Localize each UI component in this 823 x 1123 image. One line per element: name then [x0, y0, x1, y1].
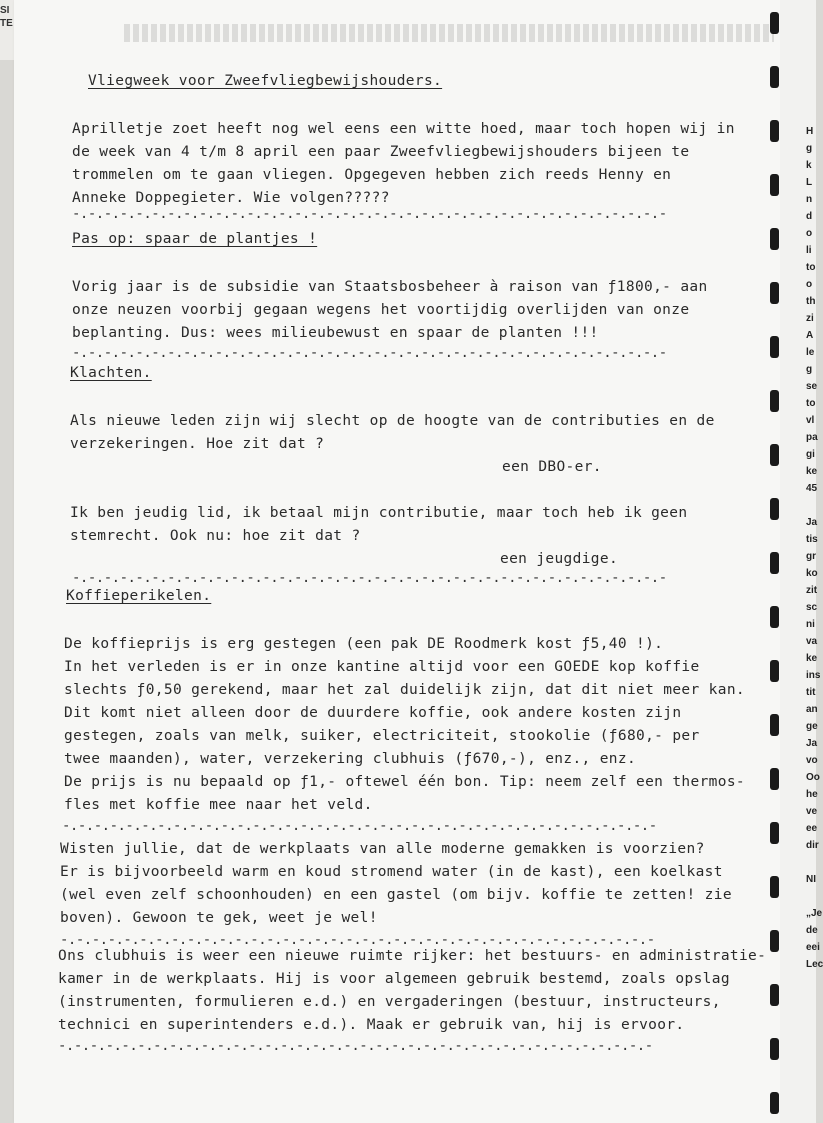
dash-dot-separator: -.-.-.-.-.-.-.-.-.-.-.-.-.-.-.-.-.-.-.-.-.-.-.-.-.-.-.-.-.-.-.-.-.-.-.-.-.-	[72, 206, 667, 222]
binding-ring	[770, 66, 779, 88]
paragraph-line: Ons clubhuis is weer een nieuwe ruimte rijker: het bestuurs- en administratie-	[58, 948, 767, 964]
adjacent-page-fragment: Ja	[806, 738, 818, 749]
binding-ring	[770, 606, 779, 628]
adjacent-page-fragment: th	[806, 296, 816, 307]
adjacent-page-fragment: ni	[806, 619, 815, 630]
binding-ring	[770, 390, 779, 412]
paragraph-line: beplanting. Dus: wees milieubewust en spaar de planten !!!	[72, 325, 599, 341]
paragraph-line: onze neuzen voorbij gegaan wegens het voortijdig overlijden van onze	[72, 302, 690, 318]
adjacent-page-fragment: o	[806, 228, 813, 239]
paragraph-line: slechts ƒ0,50 gerekend, maar het zal duidelijk zijn, dat dit niet meer kan.	[64, 682, 745, 698]
binding-ring	[770, 876, 779, 898]
adjacent-page-fragment: eei	[806, 942, 820, 953]
paragraph-line: twee maanden), water, verzekering clubhuis (ƒ670,-), enz., enz.	[64, 751, 637, 767]
adjacent-page-fragment: zit	[806, 585, 818, 596]
signature: een DBO-er.	[502, 459, 602, 475]
binding-ring	[770, 282, 779, 304]
paragraph-line: verzekeringen. Hoe zit dat ?	[70, 436, 325, 452]
adjacent-page-fragment: d	[806, 211, 813, 222]
adjacent-page-fragment: ge	[806, 721, 818, 732]
paragraph-line: Ik ben jeudig lid, ik betaal mijn contributie, maar toch heb ik geen	[70, 505, 688, 521]
binding-ring	[770, 1038, 779, 1060]
binding-ring	[770, 714, 779, 736]
adjacent-page-fragment: va	[806, 636, 818, 647]
heading-vliegweek: Vliegweek voor Zweefvliegbewijshouders.	[88, 73, 443, 89]
heading-klachten: Klachten.	[70, 365, 152, 381]
adjacent-page-fragment: g	[806, 364, 813, 375]
paragraph-line: kamer in de werkplaats. Hij is voor algemeen gebruik bestemd, zoals opslag	[58, 971, 730, 987]
show-through-text	[124, 24, 774, 42]
heading-plantjes: Pas op: spaar de plantjes !	[72, 231, 318, 247]
adjacent-page-fragment: g	[806, 143, 813, 154]
dash-dot-separator: -.-.-.-.-.-.-.-.-.-.-.-.-.-.-.-.-.-.-.-.-.-.-.-.-.-.-.-.-.-.-.-.-.-.-.-.-.-	[62, 818, 657, 834]
adjacent-page-fragment: tit	[806, 687, 816, 698]
adjacent-page-fragment: vo	[806, 755, 818, 766]
adjacent-page-fragment: ee	[806, 823, 818, 834]
adjacent-page-fragment: to	[806, 398, 816, 409]
binding-ring	[770, 444, 779, 466]
adjacent-page-fragment: ko	[806, 568, 818, 579]
adjacent-page-fragment: „Je	[806, 908, 823, 919]
binding-ring	[770, 174, 779, 196]
paragraph-line: de week van 4 t/m 8 april een paar Zweefvliegbewijshouders bijeen te	[72, 144, 690, 160]
adjacent-page-fragment: Oo	[806, 772, 820, 783]
heading-koffieperikelen: Koffieperikelen.	[66, 588, 212, 604]
adjacent-page-fragment: 45	[806, 483, 818, 494]
adjacent-page-fragment: vl	[806, 415, 815, 426]
paragraph-line: (wel even zelf schoonhouden) en een gastel (om bijv. koffie te zetten! zie	[60, 887, 732, 903]
dash-dot-separator: -.-.-.-.-.-.-.-.-.-.-.-.-.-.-.-.-.-.-.-.-.-.-.-.-.-.-.-.-.-.-.-.-.-.-.-.-.-	[60, 932, 655, 948]
paragraph-line: Er is bijvoorbeeld warm en koud stromend water (in de kast), een koelkast	[60, 864, 723, 880]
paragraph-line: Dit komt niet alleen door de duurdere koffie, ook andere kosten zijn	[64, 705, 682, 721]
adjacent-page-fragment: gi	[806, 449, 815, 460]
adjacent-page-fragment: Lec	[806, 959, 823, 970]
adjacent-page-fragment: zi	[806, 313, 814, 324]
binding-ring	[770, 660, 779, 682]
adjacent-page-fragment: pa	[806, 432, 818, 443]
paragraph-line: stemrecht. Ook nu: hoe zit dat ?	[70, 528, 361, 544]
binding-ring	[770, 12, 779, 34]
binding-ring	[770, 822, 779, 844]
paragraph-line: (instrumenten, formulieren e.d.) en vergaderingen (bestuur, instructeurs,	[58, 994, 721, 1010]
paragraph-line: trommelen om te gaan vliegen. Opgegeven hebben zich reeds Henny en	[72, 167, 672, 183]
paragraph-line: Wisten jullie, dat de werkplaats van alle moderne gemakken is voorzien?	[60, 841, 705, 857]
binding-ring	[770, 336, 779, 358]
adjacent-page-fragment: dir	[806, 840, 819, 851]
adjacent-page-fragment: ke	[806, 653, 818, 664]
dash-dot-separator: -.-.-.-.-.-.-.-.-.-.-.-.-.-.-.-.-.-.-.-.-.-.-.-.-.-.-.-.-.-.-.-.-.-.-.-.-.-	[58, 1038, 653, 1054]
binding-ring	[770, 498, 779, 520]
binding-ring	[770, 984, 779, 1006]
paragraph-line: boven). Gewoon te gek, weet je wel!	[60, 910, 378, 926]
adjacent-page-fragment: A	[806, 330, 814, 341]
paragraph-line: gestegen, zoals van melk, suiker, electriciteit, stookolie (ƒ680,- per	[64, 728, 700, 744]
adjacent-page-fragment: k	[806, 160, 812, 171]
paragraph-line: Als nieuwe leden zijn wij slecht op de hoogte van de contributies en de	[70, 413, 715, 429]
paragraph-line: technici en superintenders e.d.). Maak er gebruik van, hij is ervoor.	[58, 1017, 685, 1033]
adjacent-page-fragment: o	[806, 279, 813, 290]
adjacent-page-fragment: he	[806, 789, 818, 800]
paragraph-line: De koffieprijs is erg gestegen (een pak DE Roodmerk kost ƒ5,40 !).	[64, 636, 664, 652]
dash-dot-separator: -.-.-.-.-.-.-.-.-.-.-.-.-.-.-.-.-.-.-.-.-.-.-.-.-.-.-.-.-.-.-.-.-.-.-.-.-.-	[72, 570, 667, 586]
binding-ring	[770, 768, 779, 790]
binding-ring	[770, 552, 779, 574]
adjacent-page-fragment: de	[806, 925, 818, 936]
adjacent-page-fragment: Ja	[806, 517, 818, 528]
binding-ring	[770, 930, 779, 952]
adjacent-page-fragment: sc	[806, 602, 818, 613]
adjacent-page-fragment: li	[806, 245, 812, 256]
dash-dot-separator: -.-.-.-.-.-.-.-.-.-.-.-.-.-.-.-.-.-.-.-.-.-.-.-.-.-.-.-.-.-.-.-.-.-.-.-.-.-	[72, 345, 667, 361]
adjacent-page-edge	[0, 0, 14, 60]
adjacent-page-fragment: ins	[806, 670, 821, 681]
signature: een jeugdige.	[500, 551, 619, 567]
adjacent-page-fragment: ke	[806, 466, 818, 477]
adjacent-page-fragment: se	[806, 381, 818, 392]
paragraph-line: Anneke Doppegieter. Wie volgen?????	[72, 190, 390, 206]
adjacent-page-fragment: L	[806, 177, 813, 188]
adjacent-page-text: SI TE	[0, 5, 13, 29]
adjacent-page-fragment: tis	[806, 534, 818, 545]
binding-ring	[770, 120, 779, 142]
adjacent-page-fragment: H	[806, 126, 814, 137]
adjacent-page-fragment: ve	[806, 806, 818, 817]
paragraph-line: fles met koffie mee naar het veld.	[64, 797, 373, 813]
adjacent-page-fragment: gr	[806, 551, 816, 562]
adjacent-page-fragment: NI	[806, 874, 816, 885]
paragraph-line: In het verleden is er in onze kantine altijd voor een GOEDE kop koffie	[64, 659, 700, 675]
paragraph-line: Aprilletje zoet heeft nog wel eens een witte hoed, maar toch hopen wij in	[72, 121, 735, 137]
adjacent-page-fragment: an	[806, 704, 818, 715]
paragraph-line: Vorig jaar is de subsidie van Staatsbosbeheer à raison van ƒ1800,- aan	[72, 279, 708, 295]
binding-ring	[770, 1092, 779, 1114]
binding-ring	[770, 228, 779, 250]
adjacent-page-fragment: n	[806, 194, 813, 205]
paragraph-line: De prijs is nu bepaald op ƒ1,- oftewel één bon. Tip: neem zelf een thermos-	[64, 774, 745, 790]
adjacent-page-fragment: to	[806, 262, 816, 273]
adjacent-page-fragment: le	[806, 347, 815, 358]
